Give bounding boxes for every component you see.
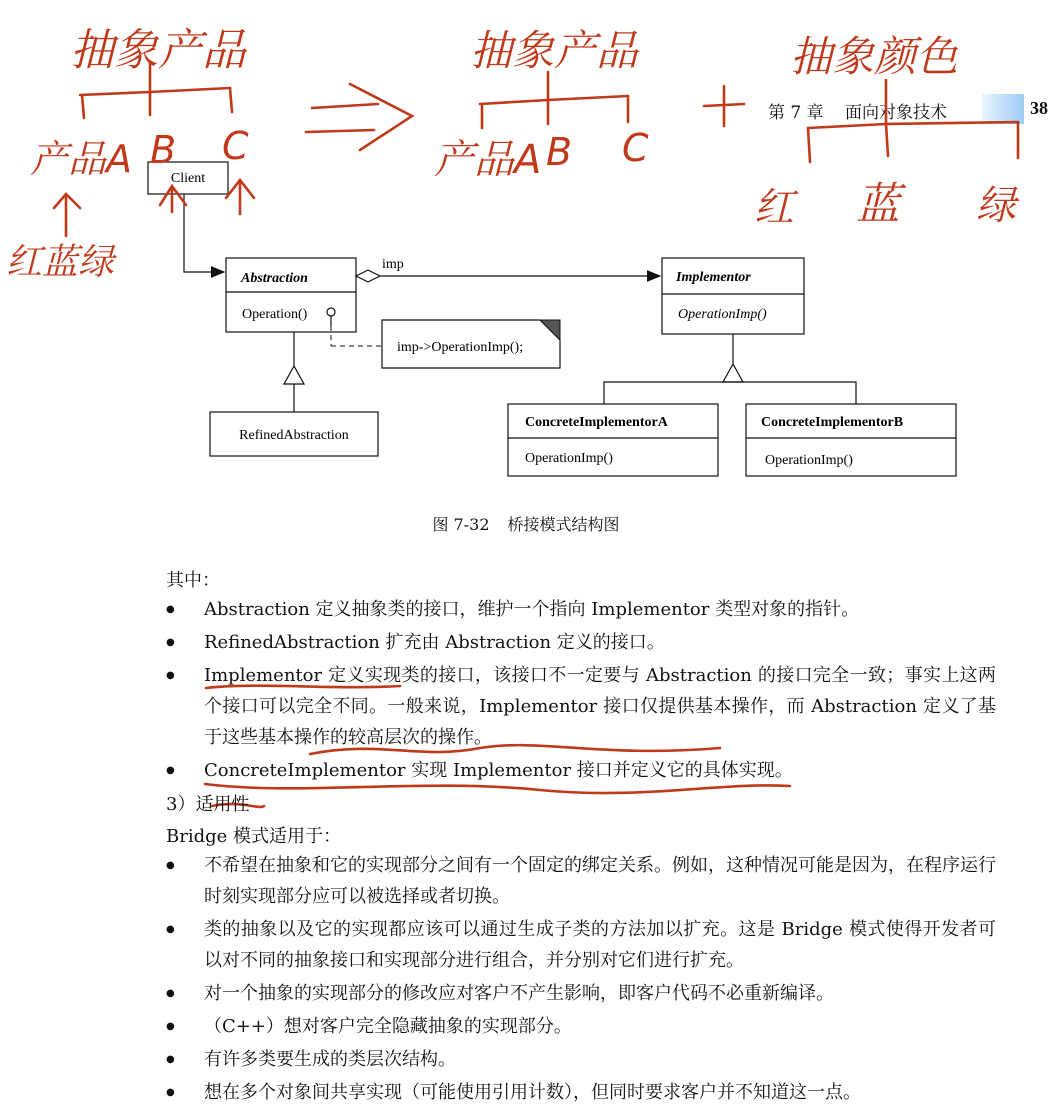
list-item: ● RefinedAbstraction 扩充由 Abstraction 定义的接口。: [166, 627, 996, 658]
refined-abstraction-class: [210, 412, 378, 456]
page-number: 38: [1030, 98, 1048, 118]
implementor-class: [662, 258, 804, 334]
list-item: ● （C++）想对客户完全隐藏抽象的实现部分。: [166, 1011, 996, 1042]
list-item: ● Abstraction 定义抽象类的接口，维护一个指向 Implementor 类型对象的指针。: [166, 594, 996, 625]
client-arrow: [184, 194, 224, 272]
client-label: Client: [170, 171, 206, 186]
concrete-a-name: ConcreteImplementorA: [525, 415, 668, 430]
ink-left-child-a: 产品A: [30, 137, 132, 181]
concrete-implementor-a-class: [508, 404, 718, 476]
implementor-name: Implementor: [676, 270, 751, 285]
figure-caption: [0, 512, 1052, 535]
imp-label: imp: [382, 257, 404, 272]
chapter-label: 第 7 章: [768, 103, 824, 123]
ink-left-top: 抽象产品: [70, 25, 246, 76]
generalization-triangle: [284, 366, 304, 384]
generalization-triangle-2: [723, 364, 743, 382]
note-box: [382, 320, 560, 368]
ink-mid-top: 抽象产品: [470, 26, 639, 75]
concrete-b-op: OperationImp(): [765, 453, 853, 468]
concrete-implementor-b-class: [746, 404, 956, 476]
ink-right-red: 红: [754, 185, 794, 231]
abstraction-op: Operation(): [242, 307, 308, 322]
abstraction-class: [226, 258, 356, 332]
concrete-a-op: OperationImp(): [525, 451, 613, 466]
ink-mid-child-a: 产品A: [434, 137, 542, 183]
ink-left-child-c: C: [222, 124, 249, 168]
note-text: imp->OperationImp();: [397, 340, 524, 355]
list-item: ● 对一个抽象的实现部分的修改应对客户不产生影响，即客户代码不必重新编译。: [166, 978, 996, 1009]
ink-right-blue: 蓝: [856, 179, 900, 230]
abstraction-name: Abstraction: [241, 271, 308, 286]
list-item: ● 类的抽象以及它的实现都应该可以通过生成子类的方法加以扩充。这是 Bridge 模式使得开发者可以对不同的抽象接口和实现部分进行组合，并分别对它们进行扩充。: [166, 914, 996, 976]
ink-mid-child-c: C: [622, 126, 649, 170]
figure-label: 图 7-32: [432, 515, 490, 534]
ink-mid-child-b: B: [546, 130, 573, 174]
list-item: ● ConcreteImplementor 实现 Implementor 接口并定义它的具体实现。: [166, 755, 996, 786]
chapter-title: 面向对象技术: [845, 103, 948, 123]
ink-right-top: 抽象颜色: [790, 32, 959, 81]
ink-left-child-b: B: [150, 128, 177, 172]
figure-title: 桥接模式结构图: [507, 515, 620, 534]
implementor-op: OperationImp(): [678, 307, 767, 322]
participants-intro: 其中：: [166, 570, 220, 591]
list-item: ● 想在多个对象间共享实现（可能使用引用计数），但同时要求客户并不知道这一点。: [166, 1077, 996, 1108]
applicability-intro: Bridge 模式适用于：: [166, 826, 342, 847]
section-heading: 3）适用性: [166, 794, 250, 815]
ink-left-colors: 红蓝绿: [6, 242, 115, 283]
list-item: ● Implementor 定义实现类的接口，该接口不一定要与 Abstraction 的接口完全一致；事实上这两个接口可以完全不同。一般来说，Implementor 接口仅提供基本操作，而 Abstraction 定义了基于这些基本操作的较高层次的操作。: [166, 660, 996, 753]
participants-list: [166, 594, 996, 788]
list-item: ● 有许多类要生成的类层次结构。: [166, 1044, 996, 1075]
ink-right-green: 绿: [976, 183, 1016, 229]
concrete-b-name: ConcreteImplementorB: [761, 415, 904, 430]
refined-name: RefinedAbstraction: [239, 428, 349, 443]
list-item: ● 不希望在抽象和它的实现部分之间有一个固定的绑定关系。例如，这种情况可能是因为，在程序运行时刻实现部分应可以被选择或者切换。: [166, 850, 996, 912]
ink-plus: [706, 80, 708, 82]
aggregation-diamond: [356, 270, 380, 282]
applicability-list: [166, 850, 996, 1110]
